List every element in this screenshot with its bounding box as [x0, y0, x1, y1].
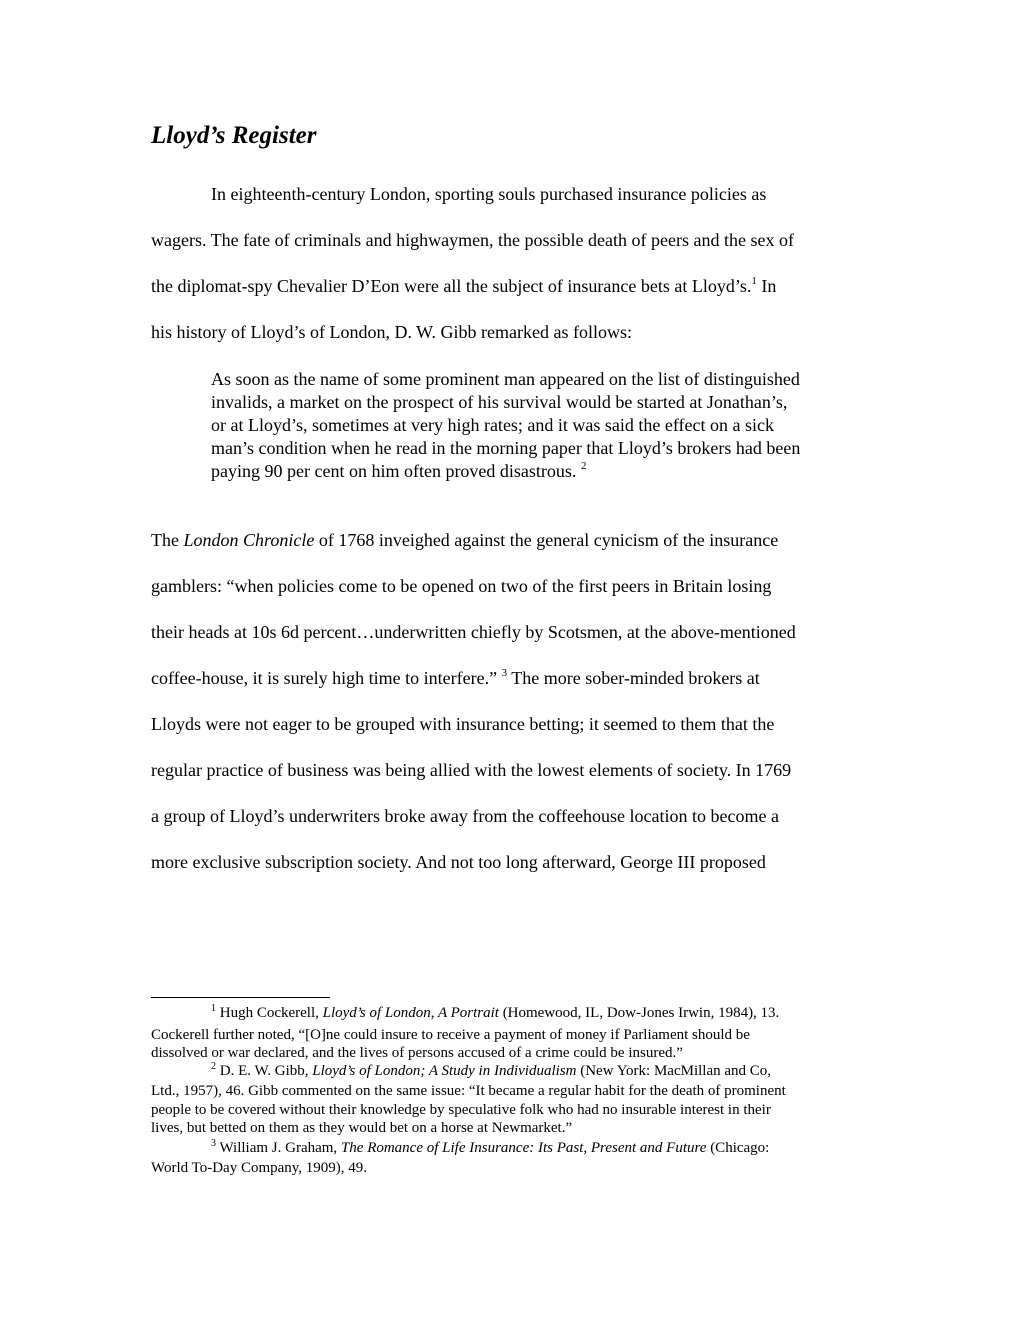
text-run: William J. Graham,: [216, 1140, 341, 1156]
footnote-number: 3: [211, 1138, 216, 1149]
quote-line: invalids, a market on the prospect of his survival would be started at Jonathan’s,: [211, 392, 788, 412]
text-line: more exclusive subscription society. And not too long afterward, George III proposed: [151, 852, 766, 872]
text-line: their heads at 10s 6d percent…underwritten chiefly by Scotsmen, at the above-mentioned: [151, 622, 796, 642]
quote-line: man’s condition when he read in the morning paper that Lloyd’s brokers had been: [211, 438, 801, 458]
italic-title: Lloyd’s of London; A Study in Individualism: [312, 1063, 577, 1079]
footnote-separator: [151, 997, 330, 998]
text-run: (Chicago:: [706, 1140, 770, 1156]
text-run: paying 90 per cent on him often proved disastrous.: [211, 461, 581, 481]
text-line: a group of Lloyd’s underwriters broke away from the coffeehouse location to become a: [151, 806, 779, 826]
footnote-3: [211, 1139, 769, 1159]
footnote-number: 2: [211, 1061, 216, 1072]
text-line: [151, 275, 776, 300]
footnote-line: Ltd., 1957), 46. Gibb commented on the same issue: “It became a regular habit for the death of prominent: [151, 1083, 786, 1099]
text-line: regular practice of business was being allied with the lowest elements of society. In 1769: [151, 760, 792, 780]
text-run: The: [151, 530, 184, 550]
footnote-line: Cockerell further noted, “[O]ne could insure to receive a payment of money if Parliament should be: [151, 1027, 750, 1043]
footnote-line: lives, but betted on them as they would bet on a horse at Newmarket.”: [151, 1120, 573, 1136]
footnote-line: World To-Day Company, 1909), 49.: [151, 1160, 368, 1176]
italic-title: The Romance of Life Insurance: Its Past, Present and Future: [340, 1140, 707, 1156]
quote-line: [211, 460, 586, 485]
footnote-number: 1: [211, 1003, 216, 1014]
text-run: The more sober-minded brokers at: [507, 668, 760, 688]
italic-title: London Chronicle: [183, 530, 315, 550]
footnote-ref-1[interactable]: 1: [751, 275, 757, 287]
footnote-2: [211, 1062, 771, 1082]
page-title: Lloyd’s Register: [151, 122, 317, 149]
text-run: Hugh Cockerell,: [216, 1005, 323, 1021]
text-line: Lloyds were not eager to be grouped with insurance betting; it seemed to them that the: [151, 714, 775, 734]
footnote-ref-3[interactable]: 3: [501, 667, 508, 679]
text-line: his history of Lloyd’s of London, D. W. Gibb remarked as follows:: [151, 322, 632, 342]
quote-line: or at Lloyd’s, sometimes at very high rates; and it was said the effect on a sick: [211, 415, 775, 435]
text-run: the diplomat-spy Chevalier D’Eon were all the subject of insurance bets at Lloyd’s.: [151, 276, 752, 296]
text-run: coffee-house, it is surely high time to interfere.”: [151, 668, 502, 688]
text-line: gamblers: “when policies come to be opened on two of the first peers in Britain losing: [151, 576, 772, 596]
footnote-line: people to be covered without their knowledge by speculative folk who had no insurable interest in their: [151, 1102, 771, 1118]
text-run: D. E. W. Gibb,: [216, 1063, 313, 1079]
italic-title: Lloyd’s of London, A Portrait: [322, 1005, 499, 1021]
text-line: In eighteenth-century London, sporting souls purchased insurance policies as: [211, 184, 767, 204]
text-run: (New York: MacMillan and Co,: [576, 1063, 772, 1079]
text-line: wagers. The fate of criminals and highwaymen, the possible death of peers and the sex of: [151, 230, 794, 250]
footnote-1: [211, 1004, 779, 1024]
footnote-ref-2[interactable]: 2: [580, 460, 587, 472]
text-run: (Homewood, IL, Dow-Jones Irwin, 1984), 13.: [498, 1005, 780, 1021]
footnote-line: dissolved or war declared, and the lives of persons accused of a crime could be insured.”: [151, 1045, 683, 1061]
text-line: [151, 667, 760, 692]
text-run: of 1768 inveighed against the general cynicism of the insurance: [314, 530, 779, 550]
quote-line: As soon as the name of some prominent man appeared on the list of distinguished: [211, 369, 800, 389]
text-line: [151, 529, 778, 551]
text-run: In: [756, 276, 777, 296]
